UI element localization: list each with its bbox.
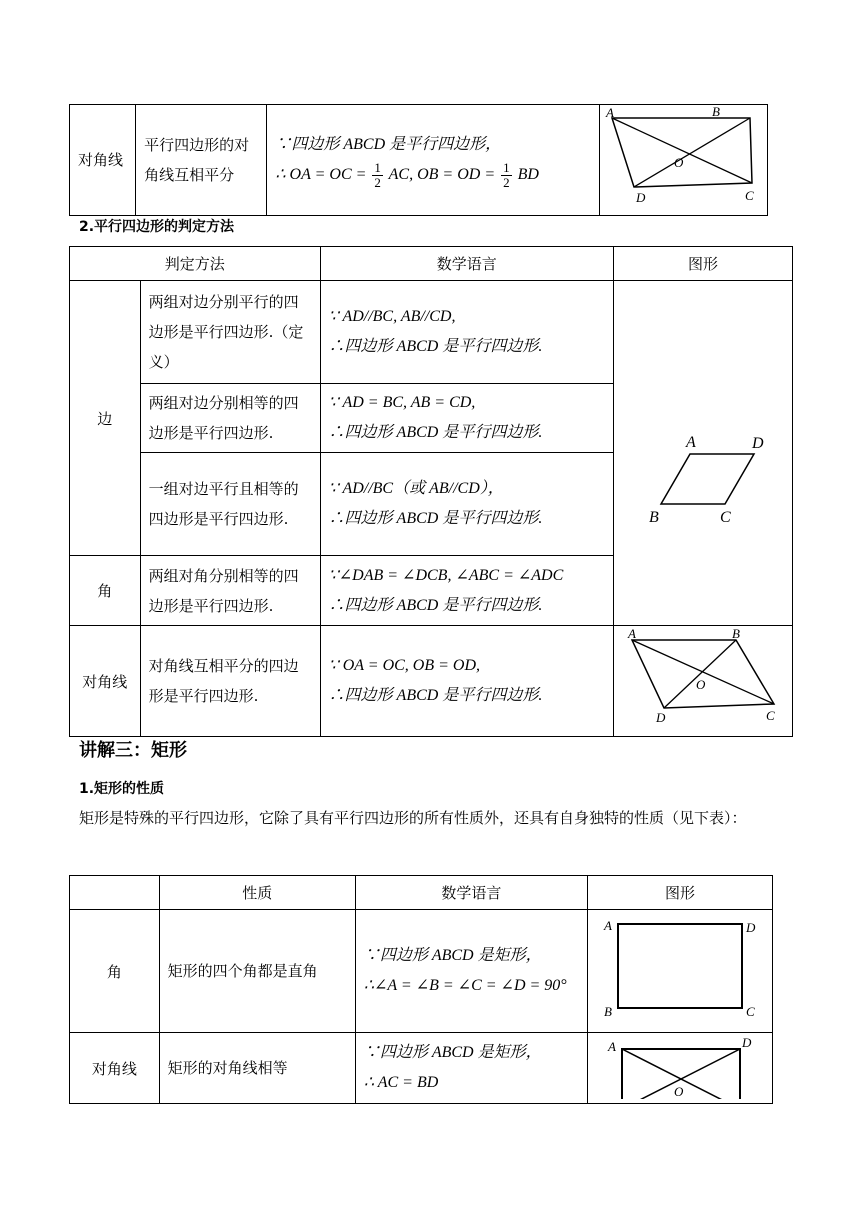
- edge-category: 边: [70, 281, 141, 556]
- parallelogram-diagonals-figure: [600, 105, 764, 211]
- math-cell: ∵四边形 ABCD 是矩形， ∴∠A = ∠B = ∠C = ∠D = 90°: [355, 910, 587, 1033]
- intro-paragraph: 矩形是特殊的平行四边形，它除了具有平行四边形的所有性质外，还具有自身独特的性质（见下表）：: [79, 809, 747, 827]
- property-cell: 矩形的四个角都是直角: [159, 910, 355, 1033]
- svg-text:A: A: [603, 918, 612, 933]
- svg-text:C: C: [719, 509, 731, 526]
- parallelogram-figure: [614, 281, 792, 621]
- svg-text:D: D: [745, 920, 756, 935]
- math-cell: [267, 105, 600, 216]
- svg-text:A: A: [606, 105, 615, 120]
- judge-method-table: [69, 246, 793, 737]
- svg-text:O: O: [695, 677, 706, 692]
- angle-category: 角: [70, 910, 160, 1033]
- svg-text:B: B: [648, 509, 659, 526]
- section-3-title: 讲解三：矩形: [79, 740, 187, 761]
- math-cell: ∵∠DAB = ∠DCB, ∠ABC = ∠ADC ∴四边形 ABCD 是平行四边形.: [320, 556, 613, 626]
- math-line-1: ∵四边形 ABCD 是平行四边形，: [275, 136, 502, 153]
- method-cell: 两组对角分别相等的四边形是平行四边形.: [140, 556, 320, 626]
- svg-text:D: D: [636, 190, 646, 205]
- rectangle-property-table: [69, 875, 773, 1104]
- svg-text:B: B: [731, 626, 740, 641]
- math-cell: ∵ OA = OC, OB = OD, ∴四边形 ABCD 是平行四边形.: [320, 626, 613, 737]
- header-method: 判定方法: [70, 247, 321, 281]
- svg-text:A: A: [627, 626, 636, 641]
- fraction-half: $\frac{1}{2}$: [503, 159, 510, 190]
- section-2-title: 2.平行四边形的判定方法: [79, 219, 235, 235]
- svg-text:B: B: [712, 105, 721, 119]
- svg-text:D: D: [741, 1035, 752, 1050]
- diagonal-category: 对角线: [70, 1033, 160, 1104]
- parallelogram-diagonals-figure: [614, 626, 792, 732]
- method-cell: 一组对边平行且相等的四边形是平行四边形.: [140, 453, 320, 556]
- diagonal-figure-cell: [613, 626, 792, 737]
- rectangle-figure-cell: [587, 910, 772, 1033]
- category-cell: 对角线: [70, 105, 136, 216]
- svg-text:D: D: [751, 435, 764, 452]
- header-figure: 图形: [587, 876, 772, 910]
- header-figure: 图形: [613, 247, 792, 281]
- svg-text:C: C: [745, 188, 754, 203]
- method-cell: 两组对边分别平行的四边形是平行四边形.（定义）: [140, 281, 320, 384]
- header-math: 数学语言: [320, 247, 613, 281]
- parallelogram-figure-cell: [613, 281, 792, 626]
- angle-category: 角: [70, 556, 141, 626]
- math-cell: ∵四边形 ABCD 是矩形， ∴ AC = BD: [355, 1033, 587, 1104]
- svg-text:A: A: [685, 434, 696, 451]
- method-cell: 对角线互相平分的四边形是平行四边形.: [140, 626, 320, 737]
- property-cell: 平行四边形的对角线互相平分: [136, 105, 267, 216]
- math-cell: ∵ AD = BC, AB = CD, ∴四边形 ABCD 是平行四边形.: [320, 383, 613, 453]
- header-property: 性质: [159, 876, 355, 910]
- svg-text:O: O: [674, 155, 684, 170]
- svg-text:C: C: [745, 1004, 755, 1019]
- top-property-table: [69, 104, 768, 216]
- svg-text:O: O: [673, 1084, 684, 1099]
- rectangle-figure: [588, 910, 772, 1028]
- property-cell: 矩形的对角线相等: [159, 1033, 355, 1104]
- math-line-2: ∴ OA = OC = $\frac{1}{2}$ AC, OB = OD = $\frac{1}{2}$ BD: [275, 159, 539, 190]
- svg-text:D: D: [655, 710, 666, 725]
- subsection-1-title: 1.矩形的性质: [79, 781, 165, 797]
- math-cell: ∵ AD//BC（或 AB//CD）， ∴四边形 ABCD 是平行四边形.: [320, 453, 613, 556]
- svg-text:B: B: [603, 1004, 612, 1019]
- diagonal-category: 对角线: [70, 626, 141, 737]
- math-cell: ∵ AD//BC, AB//CD, ∴四边形 ABCD 是平行四边形.: [320, 281, 613, 384]
- svg-text:A: A: [607, 1039, 616, 1054]
- method-cell: 两组对边分别相等的四边形是平行四边形.: [140, 383, 320, 453]
- figure-cell: [600, 105, 768, 216]
- rectangle-diagonals-figure: [588, 1033, 772, 1099]
- header-blank: [70, 876, 160, 910]
- fraction-half: $\frac{1}{2}$: [374, 159, 381, 190]
- rectangle-diagonal-figure-cell: [587, 1033, 772, 1104]
- header-math: 数学语言: [355, 876, 587, 910]
- svg-text:C: C: [765, 708, 775, 723]
